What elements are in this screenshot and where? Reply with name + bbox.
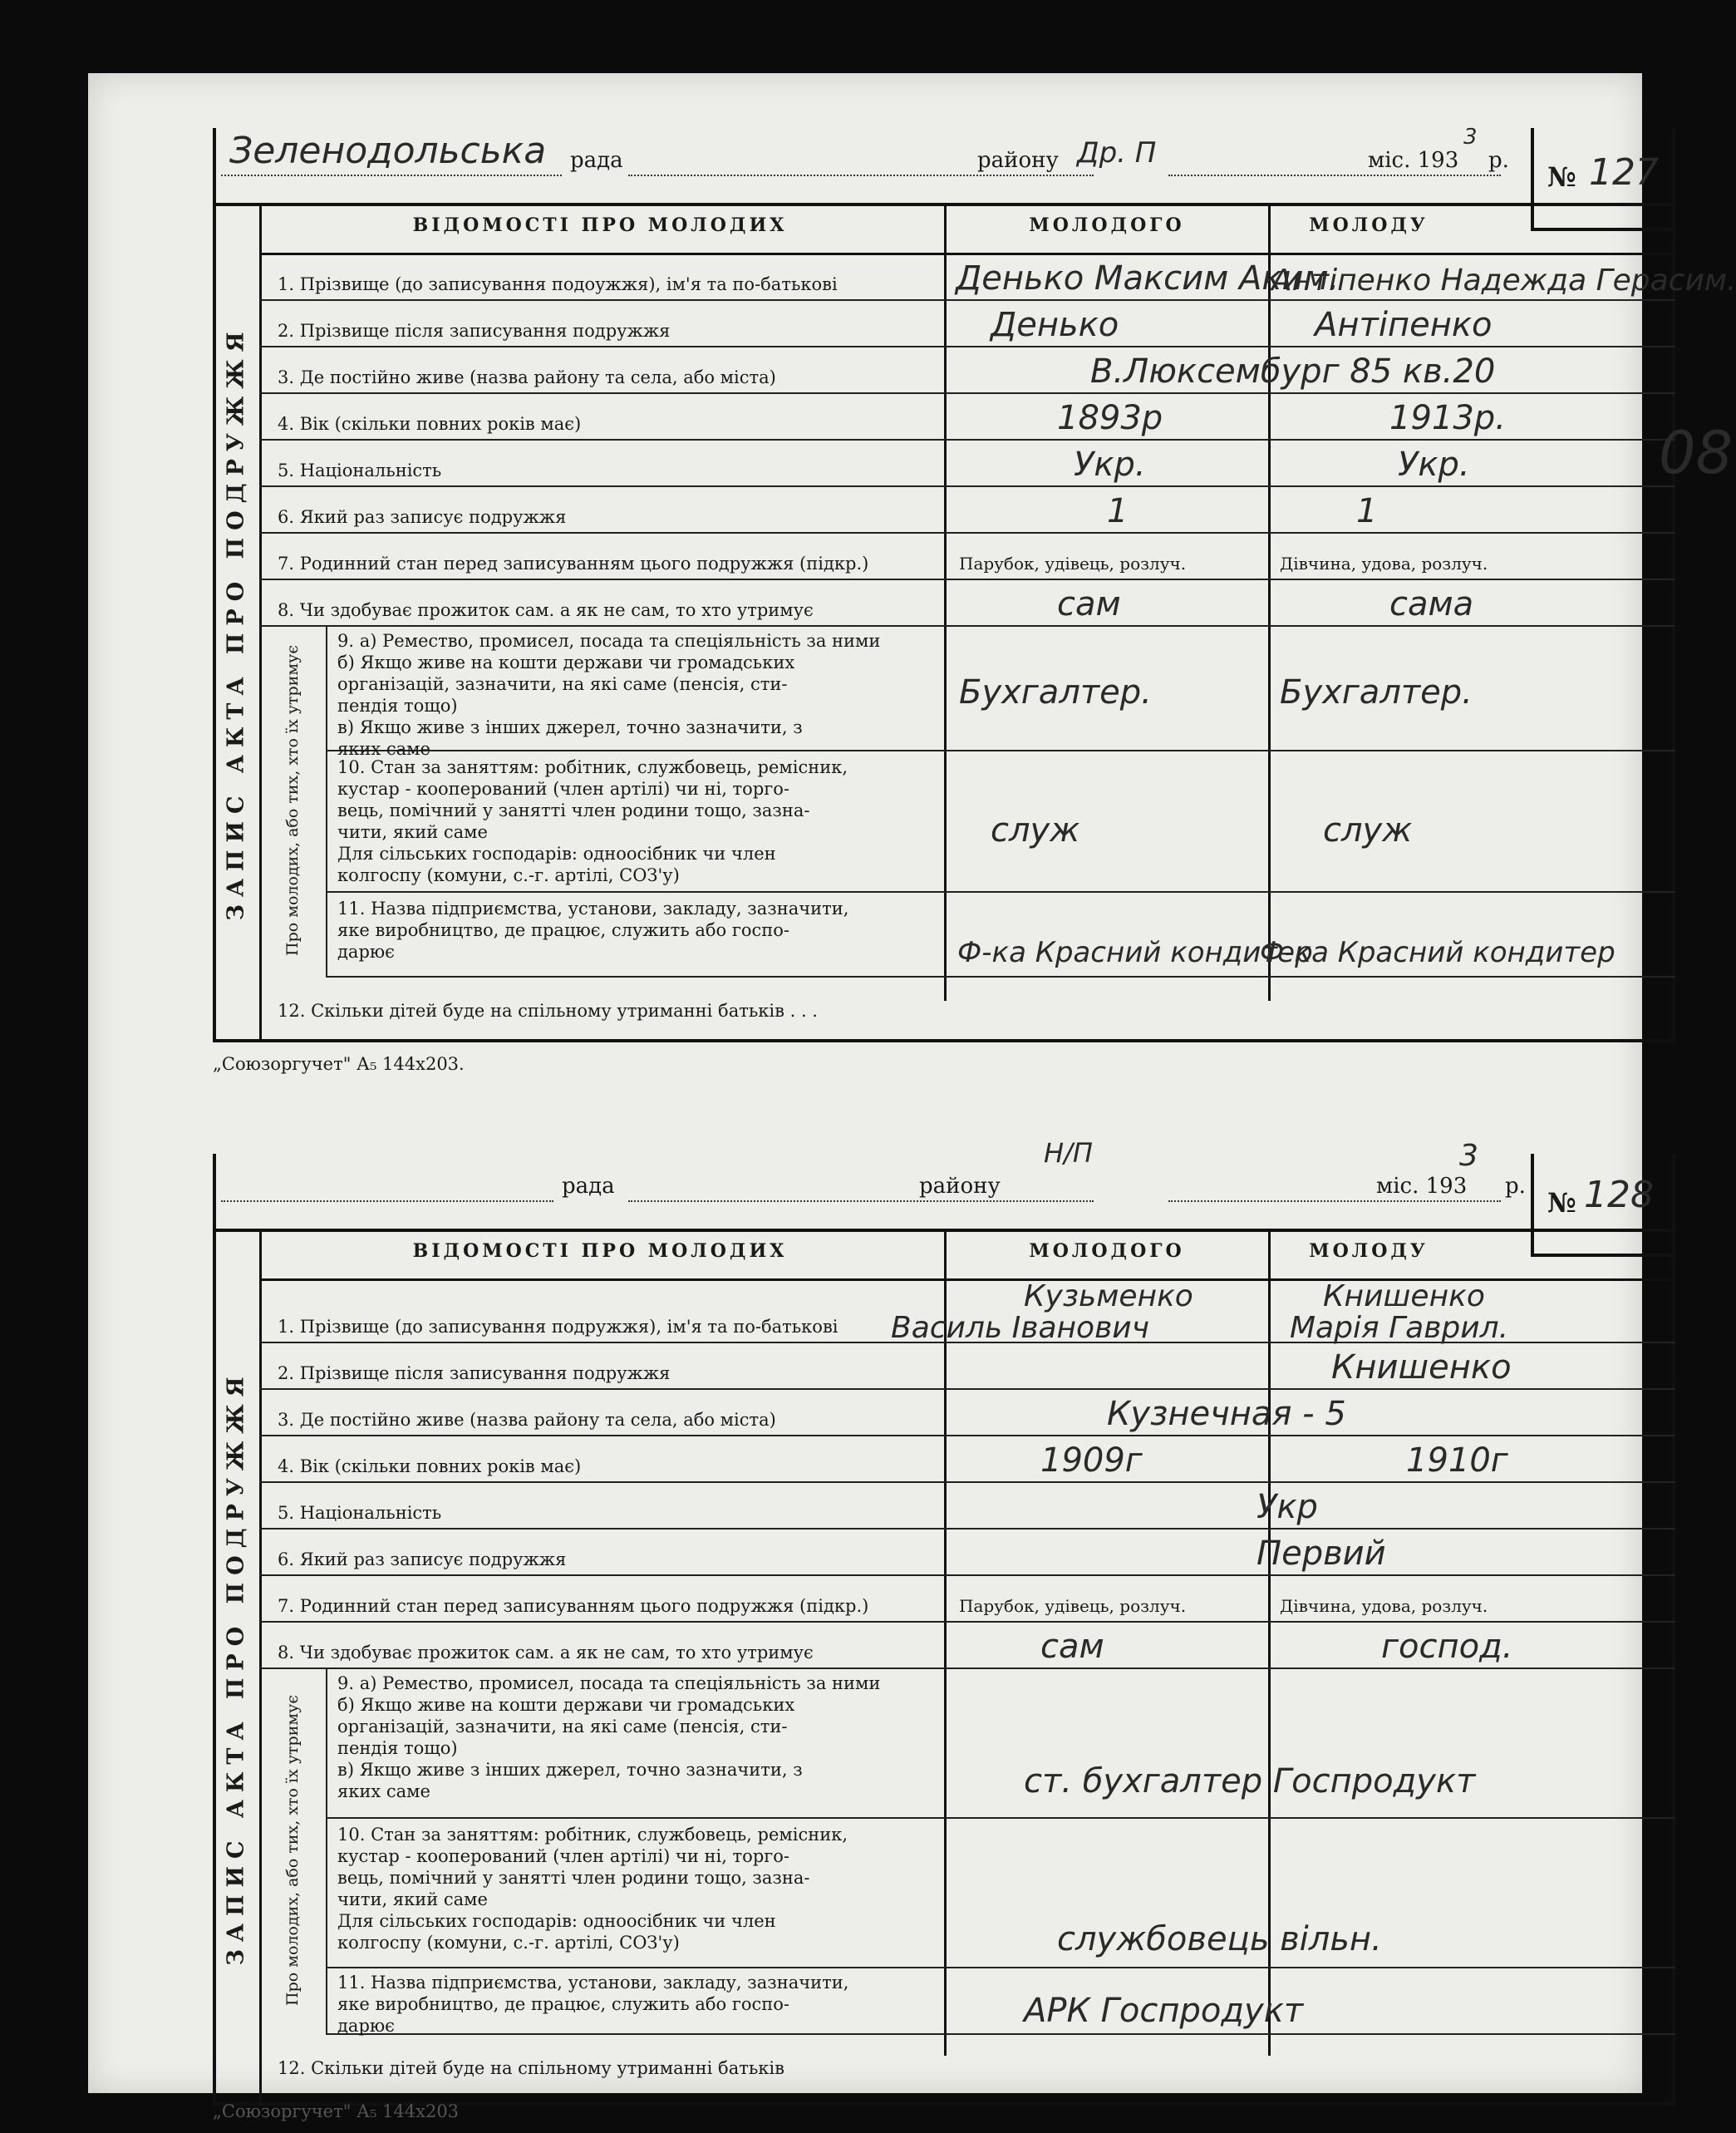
record-number: 127 <box>1589 151 1659 194</box>
row-workplace <box>326 1967 1675 2035</box>
groom-status: Парубок, удівець, розлуч. <box>959 1596 1187 1616</box>
bride-occupation: Бухгалтер. <box>1280 673 1473 712</box>
row-surname-after <box>259 1342 1675 1390</box>
row-label: 2. Прізвище після записування подружжя <box>278 321 671 341</box>
row-livelihood <box>259 579 1675 627</box>
number-label: № <box>1547 161 1576 193</box>
row-label: 9. а) Ремество, промисел, посада та спеціяльність за ними б) Якщо живе на кошти держави чи громадських організацій, зазначити, на які саме (пенсія, сти- пендія тощо) в) Якщо живе з інших джерел, точно зазначити, з яких саме <box>337 1673 881 1801</box>
col-bride-header: МОЛОДУ <box>1309 1240 1429 1262</box>
row-children <box>259 2033 1675 2083</box>
column-headers <box>259 1229 1675 1281</box>
bride-surname-after: Антіпенко <box>1315 306 1493 344</box>
groom-name: Денько Максим Аким. <box>956 259 1340 298</box>
row-livelihood <box>259 1621 1675 1669</box>
row-label: 3. Де постійно живе (назва району та села, або міста) <box>278 367 776 387</box>
row-employment <box>326 1817 1675 1968</box>
handwritten-raion: Др. П <box>1077 136 1157 170</box>
bride-workplace: Ф-ка Красний кондитер <box>1260 936 1616 969</box>
vertical-title: ЗАПИС АКТА ПРО ПОДРУЖЖЯ <box>223 1368 249 1966</box>
row-label: 4. Вік (скільки повних років має) <box>278 1456 582 1476</box>
form-header <box>213 125 1675 206</box>
margin-mark: 08 <box>1659 419 1734 487</box>
row-employment <box>326 750 1675 893</box>
row-label: 3. Де постійно живе (назва району та села, або міста) <box>278 1410 776 1430</box>
row-label: 7. Родинний стан перед записуванням цього подружжя (підкр.) <box>278 554 869 574</box>
bride-livelihood: господ. <box>1381 1628 1513 1666</box>
bride-status: Дівчина, удова, розлуч. <box>1280 1596 1488 1616</box>
col-info-header: ВІДОМОСТІ ПРО МОЛОДИХ <box>412 214 788 236</box>
raion-label: району <box>977 148 1059 173</box>
side-label-column <box>259 1667 327 2033</box>
bride-age: 1910г <box>1406 1441 1508 1480</box>
workplace: АРК Госпродукт <box>1024 1992 1304 2030</box>
groom-age: 1893р <box>1057 399 1163 437</box>
handwritten-raion: Н/П <box>1044 1137 1093 1169</box>
occupation: ст. бухгалтер Госпродукт <box>1024 1762 1476 1800</box>
row-label: 9. а) Ремество, промисел, посада та спеціяльність за ними б) Якщо живе на кошти держави чи громадських організацій, зазначити, на які саме (пенсія, сти- пендія тощо) в) Якщо живе з інших джерел, точно зазначити, з яких саме <box>337 631 881 759</box>
bride-given-names: Марія Гаврил. <box>1290 1311 1509 1345</box>
row-name <box>259 253 1736 301</box>
groom-count: 1 <box>1107 492 1129 530</box>
groom-status: Парубок, удівець, розлуч. <box>959 554 1187 574</box>
row-marital-status <box>259 1574 1675 1623</box>
bride-surname-after: Книшенко <box>1331 1348 1512 1387</box>
row-age <box>259 392 1675 441</box>
row-label: 8. Чи здобуває прожиток сам. а як не сам, то хто утримує <box>278 600 814 620</box>
document-sheet <box>88 73 1736 2121</box>
bride-livelihood: сама <box>1389 585 1474 623</box>
bride-nationality: Укр. <box>1398 446 1470 484</box>
bride-status: Дівчина, удова, розлуч. <box>1280 554 1488 574</box>
groom-employment: служ <box>991 811 1080 850</box>
groom-occupation: Бухгалтер. <box>959 673 1152 712</box>
bride-name: Антіпенко Надежда Герасим. <box>1271 264 1736 298</box>
marriage-count: Первий <box>1257 1534 1386 1573</box>
bride-count: 1 <box>1356 492 1378 530</box>
side-label-column <box>259 625 327 976</box>
row-residence <box>259 1388 1675 1436</box>
row-label: 11. Назва підприємства, установи, закладу, зазначити, яке виробництво, де працює, служить або госпо- дарює <box>337 1973 849 2036</box>
handwritten-year: 3 <box>1459 1139 1478 1173</box>
row-label: 12. Скільки дітей буде на спільному утриманні батьків . . . <box>278 1001 818 1021</box>
employment: службовець вільн. <box>1057 1920 1382 1958</box>
groom-livelihood: сам <box>1040 1628 1104 1666</box>
residence: Кузнечная - 5 <box>1107 1395 1346 1433</box>
row-age <box>259 1435 1675 1483</box>
row-label: 12. Скільки дітей буде на спільному утриманні батьків <box>278 2058 784 2078</box>
vertical-title-column <box>213 203 262 1042</box>
col-info-header: ВІДОМОСТІ ПРО МОЛОДИХ <box>412 1240 788 1262</box>
row-label: 11. Назва підприємства, установи, закладу, зазначити, яке виробництво, де працює, служить або госпо- дарює <box>337 899 849 962</box>
row-occupation <box>326 625 1675 759</box>
row-marriage-count <box>259 485 1675 534</box>
groom-surname: Кузьменко <box>1024 1279 1193 1313</box>
row-label: 8. Чи здобуває прожиток сам. а як не сам, то хто утримує <box>278 1643 814 1663</box>
row-label: 5. Національність <box>278 1503 442 1523</box>
bride-age: 1913р. <box>1389 399 1506 437</box>
row-label: 2. Прізвище після записування подружжя <box>278 1363 671 1383</box>
row-label: 5. Національність <box>278 461 442 480</box>
groom-nationality: Укр. <box>1074 446 1146 484</box>
row-label: 7. Родинний стан перед записуванням цього подружжя (підкр.) <box>278 1596 869 1616</box>
rada-label: рада <box>570 148 623 173</box>
row-workplace <box>326 891 1675 978</box>
year-suffix: р. <box>1505 1174 1526 1199</box>
groom-age: 1909г <box>1040 1441 1143 1480</box>
column-headers <box>259 203 1675 255</box>
row-occupation <box>326 1667 1675 1819</box>
rada-label: рада <box>562 1174 615 1199</box>
printer-footer-1: „Союзоргучет" А₅ 144x203. <box>213 1054 465 1074</box>
row-nationality <box>259 439 1675 487</box>
vertical-title: ЗАПИС АКТА ПРО ПОДРУЖЖЯ <box>223 324 249 921</box>
col-bride-header: МОЛОДУ <box>1309 214 1429 236</box>
row-label: 6. Який раз записує подружжя <box>278 507 567 527</box>
handwritten-rada: Зеленодольська <box>229 130 547 172</box>
row-label: 1. Прізвище (до записування подоужжя), ім'я та по-батькові <box>278 274 838 294</box>
row-marriage-count <box>259 1528 1675 1576</box>
col-groom-header: МОЛОДОГО <box>1029 1240 1185 1262</box>
vertical-title-column <box>213 1229 262 2106</box>
row-label: 10. Стан за заняттям: робітник, службовець, ремісник, кустар - кооперований (член артілі) чи ні, торго- вець, помічний у занятті член родини тощо, зазна- чити, який саме Для сільських господарів: одноосібник чи член колгоспу (комуни, с.-г. артілі, СОЗ'у) <box>337 1825 848 1953</box>
handwritten-year: 3 <box>1463 125 1478 150</box>
row-label: 4. Вік (скільки повних років має) <box>278 414 582 434</box>
groom-livelihood: сам <box>1057 585 1121 623</box>
row-label: 1. Прізвище (до записування подружжя), ім'я та по-батькові <box>278 1317 838 1337</box>
bride-employment: служ <box>1323 811 1413 850</box>
row-nationality <box>259 1481 1675 1530</box>
groom-workplace: Ф-ка Красний кондитер <box>957 936 1313 969</box>
groom-given-names: Василь Іванович <box>891 1311 1149 1345</box>
number-label: № <box>1547 1187 1576 1219</box>
month-label: міс. 193 <box>1368 148 1459 173</box>
form-header <box>213 1137 1675 1232</box>
marriage-record-form-2 <box>213 1137 1675 2106</box>
year-suffix: р. <box>1488 148 1509 173</box>
month-label: міс. 193 <box>1376 1174 1468 1199</box>
printer-footer-2: „Союзоргучет" А₅ 144x203 <box>213 2101 460 2121</box>
nationality: Укр <box>1257 1488 1318 1526</box>
row-surname-after <box>259 299 1675 347</box>
row-children <box>259 976 1675 1026</box>
marriage-record-form-1 <box>213 125 1736 1042</box>
col-groom-header: МОЛОДОГО <box>1029 214 1185 236</box>
groom-surname-after: Денько <box>991 306 1119 344</box>
row-label: 6. Який раз записує подружжя <box>278 1549 567 1569</box>
side-label: Про молодих, або тих, хто їх утримує <box>283 1695 302 2006</box>
residence: В.Люксембург 85 кв.20 <box>1090 352 1496 391</box>
row-label: 10. Стан за заняттям: робітник, службовець, ремісник, кустар - кооперований (член артілі) чи ні, торго- вець, помічний у занятті член родини тощо, зазна- чити, який саме Для сільських господарів: одноосібник чи член колгоспу (комуни, с.-г. артілі, СОЗ'у) <box>337 757 848 885</box>
side-label: Про молодих, або тих, хто їх утримує <box>283 645 302 956</box>
row-marital-status <box>259 532 1675 580</box>
record-number: 128 <box>1584 1174 1654 1216</box>
row-residence <box>259 346 1675 394</box>
row-name <box>259 1278 1675 1343</box>
bride-surname: Книшенко <box>1323 1279 1485 1313</box>
raion-label: району <box>919 1174 1001 1199</box>
